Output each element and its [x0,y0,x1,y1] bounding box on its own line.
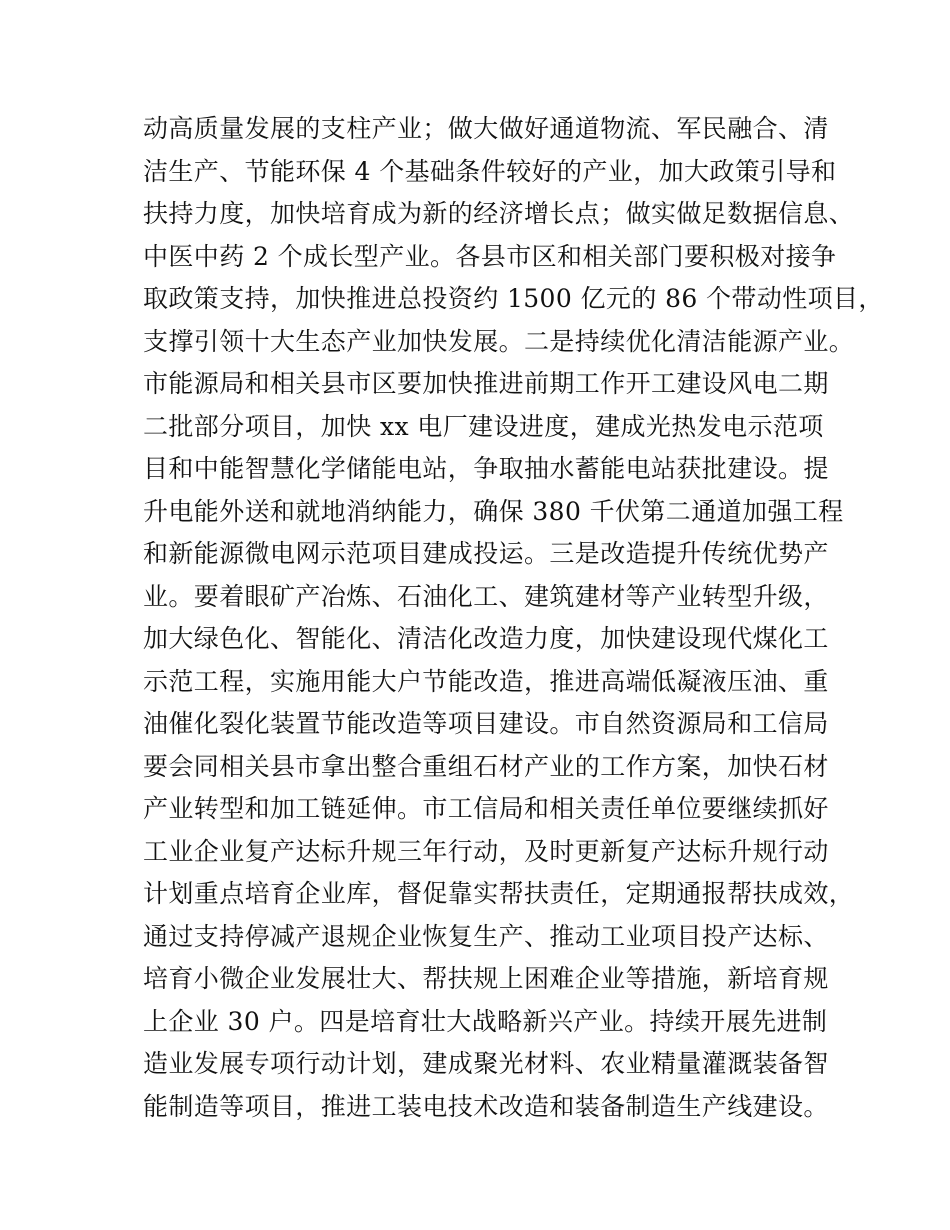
text-line: 示范工程，实施用能大户节能改造，推进高端低凝液压油、重 [143,666,829,696]
text-line: 取政策支持，加快推进总投资约 1500 亿元的 86 个带动性项目， [143,284,884,313]
text-line: 造业发展专项行动计划，建成聚光材料、农业精量灌溉装备智 [143,1049,829,1078]
text-line: 要会同相关县市拿出整合重组石材产业的工作方案，加快石材 [143,751,829,781]
text-line: 业。要着眼矿产冶炼、石油化工、建筑建材等产业转型升级， [143,581,829,611]
text-line: 加大绿色化、智能化、清洁化改造力度，加快建设现代煤化工 [143,624,829,653]
text-line: 动高质量发展的支柱产业；做大做好通道物流、军民融合、清 [143,114,829,143]
text-line: 中医中药 2 个成长型产业。各县市区和相关部门要积极对接争 [143,241,837,271]
text-line: 培育小微企业发展壮大、帮扶规上困难企业等措施，新培育规 [143,964,829,993]
text-line: 产业转型和加工链延伸。市工信局和相关责任单位要继续抓好 [143,794,829,823]
text-line: 洁生产、节能环保 4 个基础条件较好的产业，加大政策引导和 [143,156,837,186]
text-line: 扶持力度，加快培育成为新的经济增长点；做实做足数据信息、 [143,199,855,228]
text-line: 支撑引领十大生态产业加快发展。二是持续优化清洁能源产业。 [143,326,855,356]
text-line: 和新能源微电网示范项目建成投运。三是改造提升传统优势产 [143,539,829,568]
text-line: 通过支持停减产退规企业恢复生产、推动工业项目投产达标、 [143,921,829,951]
text-line: 油催化裂化装置节能改造等项目建设。市自然资源局和工信局 [143,709,829,738]
text-line: 市能源局和相关县市区要加快推进前期工作开工建设风电二期 [143,369,829,398]
text-line: 能制造等项目，推进工装电技术改造和装备制造生产线建设。 [143,1091,829,1121]
text-line: 工业企业复产达标升规三年行动，及时更新复产达标升规行动 [143,836,829,866]
text-line: 计划重点培育企业库，督促靠实帮扶责任，定期通报帮扶成效， [143,879,855,908]
body-paragraph [143,108,884,1128]
text-line: 上企业 30 户。四是培育壮大战略新兴产业。持续开展先进制 [143,1006,828,1036]
text-line: 二批部分项目，加快 xx 电厂建设进度，建成光热发电示范项 [143,411,824,441]
text-line: 升电能外送和就地消纳能力，确保 380 千伏第二通道加强工程 [143,496,844,526]
text-line: 目和中能智慧化学储能电站，争取抽水蓄能电站获批建设。提 [143,454,829,483]
